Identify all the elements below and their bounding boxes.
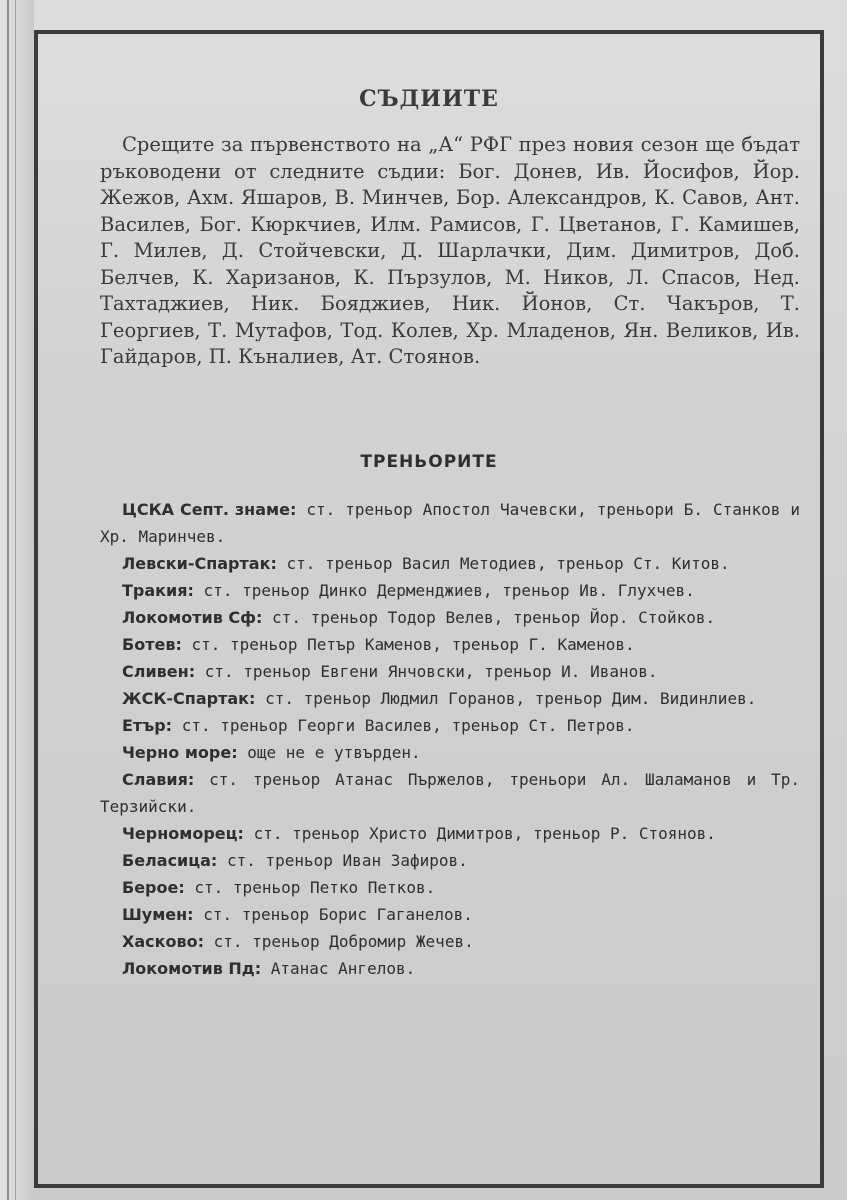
team-name: Етър: bbox=[122, 716, 173, 735]
coach-entry bbox=[100, 766, 800, 820]
coach-details: ст. треньор Христо Димитров, треньор Р. Стоянов. bbox=[253, 824, 716, 843]
team-name: ЖСК-Спартак: bbox=[122, 689, 256, 708]
edge-line bbox=[7, 0, 9, 1200]
judges-paragraph: Срещите за първенството на „А“ РФГ през новия сезон ще бъдат ръководени от следните съдии: Бог. Донев, Ив. Йосифов, Йор. Жежов, Ахм. Яшаров, В. Минчев, Бор. Александров, К. Савов, Ант. Василев, Бог. Кюркчиев, Илм. Рамисов, Г. Цветанов, Г. Камишев, Г. Милев, Д. Стойчевски, Д. Шарлачки, Дим. Димитров, Доб. Белчев, К. Харизанов, К. Пързулов, М. Ников, Л. Спасов, Нед. Тахтаджиев, Ник. Бояджиев, Ник. Йонов, Ст. Чакъров, Т. Георгиев, Т. Мутафов, Тод. Колев, Хр. Младенов, Ян. Великов, Ив. Гайдаров, П. Къналиев, Ат. Стоянов. bbox=[100, 133, 800, 368]
team-name: Беласица: bbox=[122, 851, 218, 870]
team-name: Хасково: bbox=[122, 932, 204, 951]
coach-details: ст. треньор Апостол Чачевски, треньори Б. Станков и Хр. Маринчев. bbox=[100, 500, 801, 546]
team-name: Сливен: bbox=[122, 662, 196, 681]
coach-details: ст. треньор Борис Гаганелов. bbox=[203, 905, 473, 924]
coach-details: ст. треньор Георги Василев, треньор Ст. Петров. bbox=[181, 716, 635, 735]
team-name: ЦСКА Септ. знаме: bbox=[122, 500, 297, 519]
coach-details: ст. треньор Людмил Горанов, треньор Дим. Видинлиев. bbox=[265, 689, 757, 708]
article-frame bbox=[34, 30, 824, 1188]
coach-details: ст. треньор Евгени Янчовски, треньор И. Иванов. bbox=[204, 662, 658, 681]
team-name: Берое: bbox=[122, 878, 185, 897]
coach-entry bbox=[100, 685, 800, 712]
team-name: Локомотив Пд: bbox=[122, 959, 262, 978]
coach-entry bbox=[100, 604, 800, 631]
team-name: Левски-Спартак: bbox=[122, 554, 277, 573]
coach-entry bbox=[100, 550, 800, 577]
coach-entry bbox=[100, 712, 800, 739]
coach-entry bbox=[100, 955, 800, 982]
team-name: Шумен: bbox=[122, 905, 194, 924]
coach-details: ст. треньор Динко Дерменджиев, треньор Ив. Глухчев. bbox=[203, 581, 695, 600]
coach-details: Атанас Ангелов. bbox=[270, 959, 416, 978]
coach-entry bbox=[100, 847, 800, 874]
judges-title: СЪДИИТЕ bbox=[359, 86, 499, 112]
team-name: Черно море: bbox=[122, 743, 238, 762]
team-name: Тракия: bbox=[122, 581, 194, 600]
team-name: Славия: bbox=[122, 770, 195, 789]
coach-details: ст. треньор Петко Петков. bbox=[194, 878, 436, 897]
coach-entry bbox=[100, 820, 800, 847]
coach-details: ст. треньор Петър Каменов, треньор Г. Каменов. bbox=[191, 635, 635, 654]
coach-entry bbox=[100, 496, 800, 550]
team-name: Ботев: bbox=[122, 635, 182, 654]
page-edge-strip bbox=[0, 0, 34, 1200]
team-name: Черноморец: bbox=[122, 824, 244, 843]
coach-entry bbox=[100, 577, 800, 604]
coaches-title: ТРЕНЬОРИТЕ bbox=[360, 452, 498, 472]
coach-entry bbox=[100, 928, 800, 955]
coach-details: ст. треньор Иван Зафиров. bbox=[226, 851, 468, 870]
team-name: Локомотив Сф: bbox=[122, 608, 263, 627]
coach-entry bbox=[100, 739, 800, 766]
coach-entry bbox=[100, 874, 800, 901]
coach-details: ст. треньор Тодор Велев, треньор Йор. Стойков. bbox=[272, 608, 716, 627]
coach-details: ст. треньор Атанас Пържелов, треньори Ал. Шаламанов и Тр. Терзийски. bbox=[100, 770, 800, 816]
coach-entry bbox=[100, 901, 800, 928]
edge-line bbox=[15, 0, 16, 1200]
coaches-list bbox=[100, 496, 800, 982]
coach-entry bbox=[100, 631, 800, 658]
coach-details: ст. треньор Добромир Жечев. bbox=[213, 932, 474, 951]
coach-entry bbox=[100, 658, 800, 685]
coach-details: ст. треньор Васил Методиев, треньор Ст. Китов. bbox=[286, 554, 730, 573]
coach-details: още не е утвърден. bbox=[247, 743, 421, 762]
